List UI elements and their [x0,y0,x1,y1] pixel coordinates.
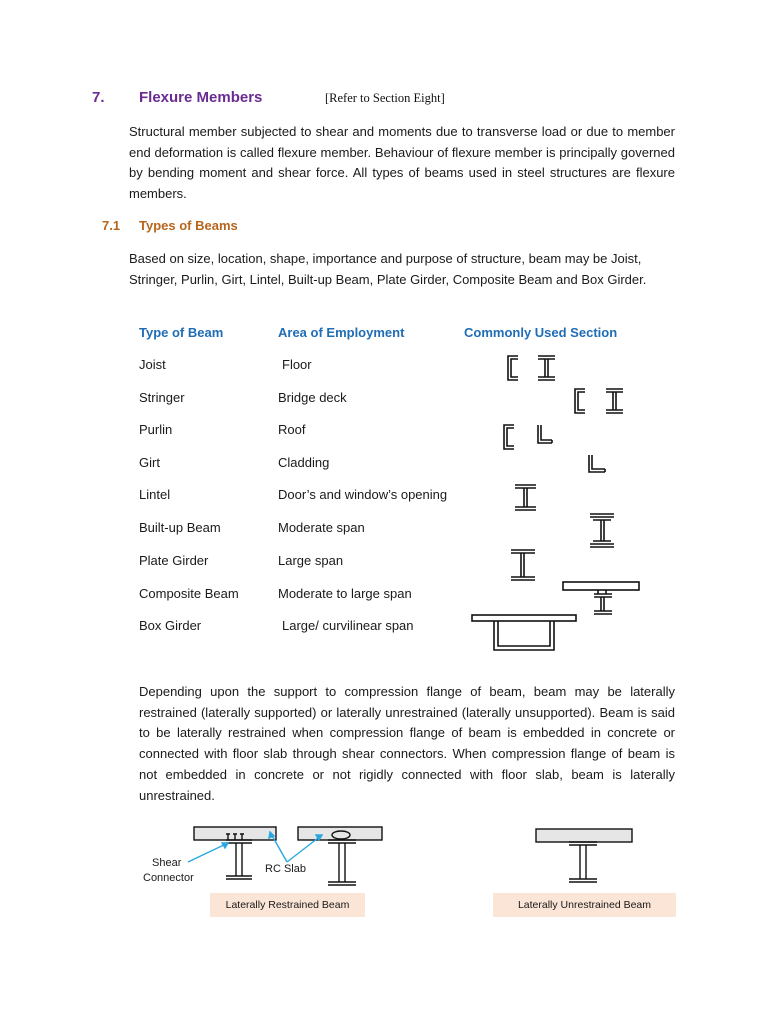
intro-paragraph: Structural member subjected to shear and moments due to transverse load or due to member end deformation is called flexure member. Behaviour of flexure member is principally governed by bending moment and shear force. All types of beams used in steel structures are flexure members. [129,124,675,202]
rc-slab-label: RC Slab [265,863,306,875]
restrained-caption: Laterally Restrained Beam [210,893,365,917]
table-cell-area: Door’s and window’s opening [278,487,448,502]
connector-label: Connector [143,872,194,884]
shear-label: Shear [152,857,182,869]
table-cell-type: Stringer [139,390,185,405]
table-cell-type: Box Girder [139,618,202,633]
plate-girder-section-icon [511,550,535,580]
table-cell-type: Plate Girder [139,553,209,568]
subsection-number: 7.1 [102,218,121,233]
table-cell-type: Joist [139,357,166,372]
table-cell-area: Floor [282,357,312,372]
types-paragraph: Based on size, location, shape, importance and purpose of structure, beam may be Joist, Stringer, Purlin, Girt, Lintel, Built-up Beam, Plate Girder, Composite Beam and Box Girder. [129,251,647,287]
table-cell-area: Moderate to large span [278,586,412,601]
table-cell-type: Lintel [139,487,171,502]
table-cell-type: Girt [139,455,160,470]
unrestrained-beam-sketch [536,829,632,882]
table-header-area: Area of Employment [278,325,405,340]
composite-section-icon [563,582,639,614]
table-cell-area: Bridge deck [278,390,347,405]
table-cell-area: Roof [278,422,306,437]
section-title: Flexure Members [139,89,263,106]
table-cell-type: Built-up Beam [139,520,221,535]
channel-section-icon [575,389,585,413]
unrestrained-caption: Laterally Unrestrained Beam [493,893,676,917]
subsection-title: Types of Beams [139,218,238,233]
table-header-type: Type of Beam [139,325,224,340]
box-girder-section-icon [472,615,576,650]
channel-section-icon [508,356,518,380]
table-header-section: Commonly Used Section [464,325,618,340]
rc-slab-beam-sketch [298,827,382,885]
i-section-icon [515,485,536,510]
i-section-icon [538,356,555,380]
section-number: 7. [92,89,105,106]
table-cell-area: Moderate span [278,520,365,535]
section-reference: [Refer to Section Eight] [325,91,445,105]
table-cell-area: Large span [278,553,344,568]
i-section-icon [606,389,623,413]
table-cell-area: Large/ curvilinear span [282,618,414,633]
table-cell-type: Composite Beam [139,586,239,601]
angle-section-icon [538,425,552,443]
table-cell-type: Purlin [139,422,173,437]
built-up-section-icon [590,514,614,547]
channel-section-icon [504,425,514,449]
angle-section-icon [589,455,605,472]
table-cell-area: Cladding [278,455,330,470]
support-paragraph: Depending upon the support to compression flange of beam, beam may be laterally restrained (laterally supported) or laterally unrestrained (laterally unsupported). Beam is said to be laterally restrained when compression flange of beam is embedded in concrete or connected with floor slab through shear connectors. When compression flange of beam is not embedded in concrete or not rigidly connected with floor slab, beam is laterally unrestrained. [139,684,675,803]
